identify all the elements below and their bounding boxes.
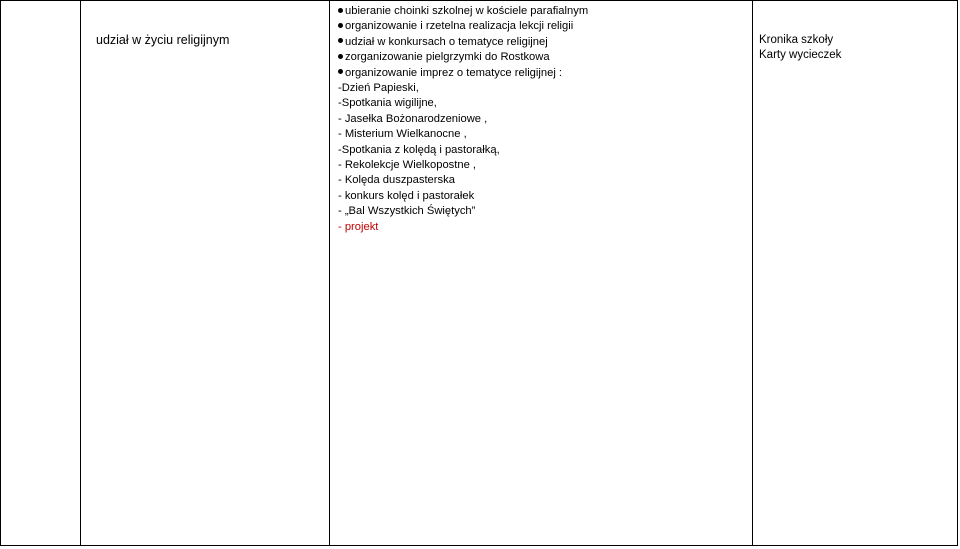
bullet-icon xyxy=(338,54,343,59)
list-item: organizowanie imprez o tematyce religijnej : xyxy=(338,66,588,81)
list-item: zorganizowanie pielgrzymki do Rostkowa xyxy=(338,50,588,65)
sub-list-item: - konkurs kolęd i pastorałek xyxy=(338,189,475,202)
list-item: udział w konkursach o tematyce religijnej xyxy=(338,35,588,50)
sub-list-item: - „Bal Wszystkich Świętych” xyxy=(338,205,476,218)
list-item: organizowanie i rzetelna realizacja lekcji religii xyxy=(338,19,588,34)
sub-list-item: - Misterium Wielkanocne , xyxy=(338,128,467,141)
sub-list-item: -Spotkania wigilijne, xyxy=(338,97,437,110)
table-cell-area xyxy=(81,1,330,545)
sub-list-item: - Jasełka Bożonarodzeniowe , xyxy=(338,112,488,125)
bullet-icon xyxy=(338,8,343,13)
document-item: Kronika szkoły xyxy=(759,34,834,46)
sub-list-item: -Dzień Papieski, xyxy=(338,82,419,95)
table-cell-documents xyxy=(753,1,959,545)
sub-list-item: - Rekolekcje Wielkopostne , xyxy=(338,159,477,172)
table-cell-empty xyxy=(1,1,81,545)
bullet-icon xyxy=(338,38,343,43)
sub-list-item: - Kolęda duszpasterska xyxy=(338,174,455,187)
activities-list xyxy=(338,4,588,235)
sub-list-item: -Spotkania z kolędą i pastorałką, xyxy=(338,143,500,156)
list-item: ubieranie choinki szkolnej w kościele parafialnym xyxy=(338,4,588,19)
area-label: udział w życiu religijnym xyxy=(96,33,230,47)
documents-list xyxy=(759,33,841,63)
bullet-icon xyxy=(338,69,343,74)
document-item: Karty wycieczek xyxy=(759,49,842,61)
highlight-item: - projekt xyxy=(338,220,379,233)
bullet-icon xyxy=(338,23,343,28)
table-cell-activities xyxy=(330,1,753,545)
